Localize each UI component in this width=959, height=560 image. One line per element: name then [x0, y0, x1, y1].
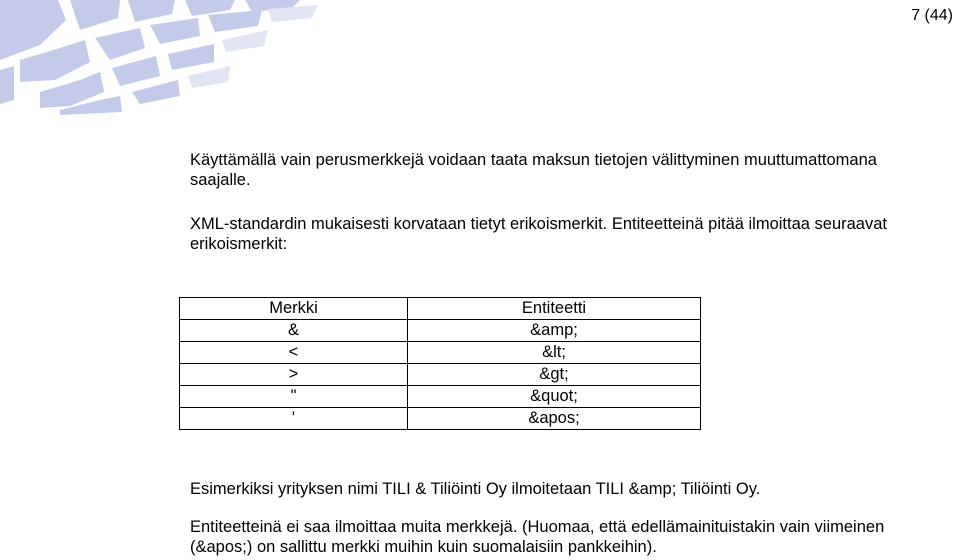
cell-entity: &lt;: [408, 342, 701, 364]
cell-char: &: [180, 320, 408, 342]
note-paragraph: Entiteetteinä ei saa ilmoittaa muita merkkejä. (Huomaa, että edellämainituistakin vain viimeinen (&apos;) on sallittu merkki muihin kuin suomalaisiin pankkeihin).: [190, 518, 885, 556]
table-row: [180, 342, 701, 364]
header-decoration: [0, 0, 330, 115]
intro-paragraph: Käyttämällä vain perusmerkkejä voidaan taata maksun tietojen välittyminen muuttumattomana saajalle.: [190, 151, 877, 189]
cell-char: >: [180, 364, 408, 386]
cell-entity: &gt;: [408, 364, 701, 386]
cell-entity: &amp;: [408, 320, 701, 342]
cell-entity: &quot;: [408, 386, 701, 408]
standard-paragraph: XML-standardin mukaisesti korvataan tietyt erikoismerkit. Entiteetteinä pitää ilmoittaa seuraavat erikoismerkit:: [190, 215, 887, 253]
cell-char: <: [180, 342, 408, 364]
table-row: [180, 386, 701, 408]
cell-entity: &apos;: [408, 408, 701, 430]
table-row: [180, 320, 701, 342]
header-merkki: Merkki: [180, 298, 408, 320]
cell-char: ': [180, 408, 408, 430]
page-number: 7 (44): [911, 7, 953, 24]
cell-char: ": [180, 386, 408, 408]
table-row: [180, 364, 701, 386]
header-entiteetti: Entiteetti: [408, 298, 701, 320]
table-row: [180, 408, 701, 430]
entity-table: [179, 297, 701, 430]
example-paragraph: Esimerkiksi yrityksen nimi TILI & Tiliöinti Oy ilmoitetaan TILI &amp; Tiliöinti Oy.: [190, 480, 761, 498]
table-header-row: [180, 298, 701, 320]
